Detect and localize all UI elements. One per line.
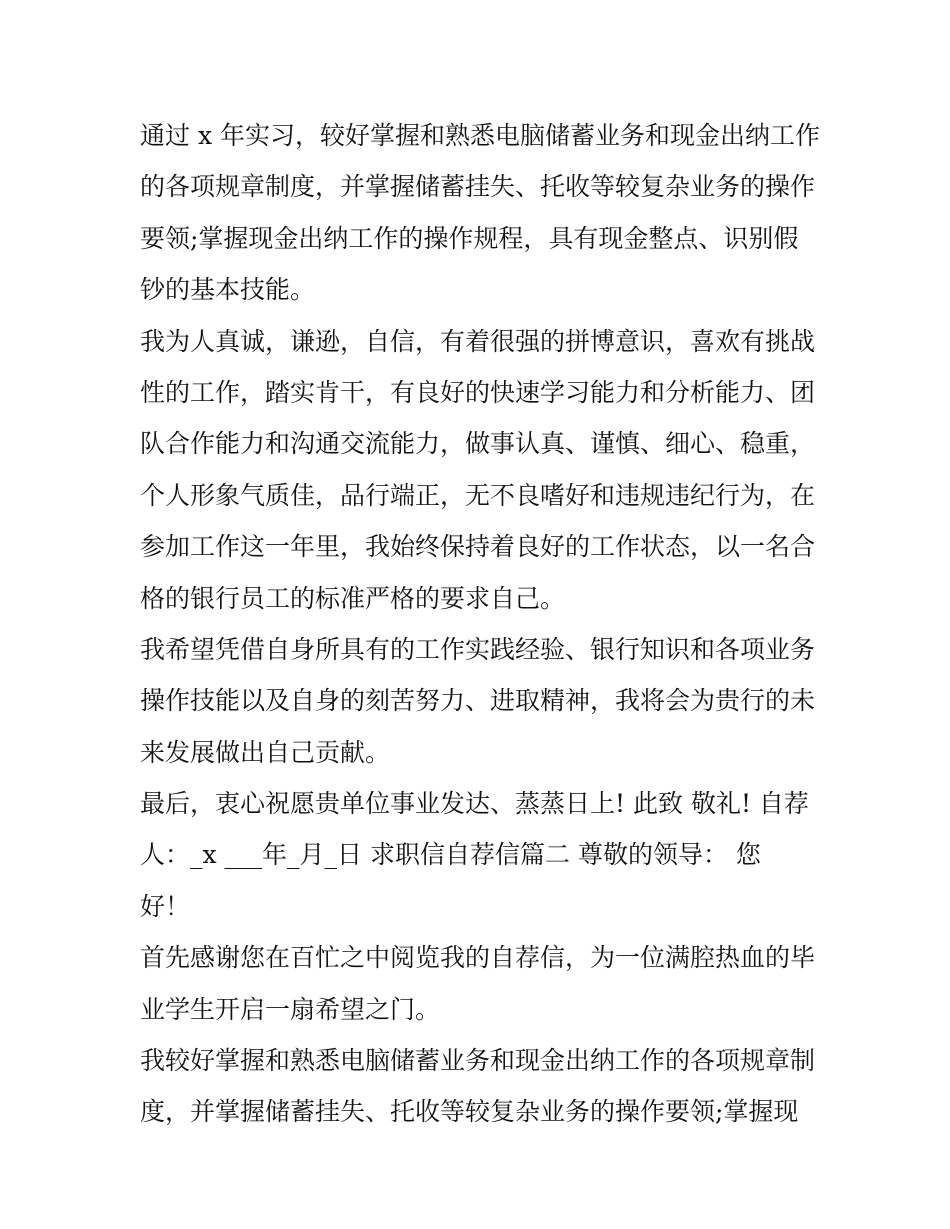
text-line: 参加工作这一年里，我始终保持着良好的工作状态，以一名合 [140, 532, 816, 562]
text-line: 操作技能以及自身的刻苦努力、进取精神，我将会为贵行的未 [140, 686, 816, 716]
text-line: 队合作能力和沟通交流能力，做事认真、谨慎、细心、稳重， [140, 429, 816, 459]
text-line: 钞的基本技能。 [140, 275, 316, 305]
text-line: 格的银行员工的标准严格的要求自己。 [140, 583, 566, 613]
text-line: 首先感谢您在百忙之中阅览我的自荐信，为一位满腔热血的毕 [140, 943, 816, 973]
text-line: 好！ [140, 891, 191, 921]
text-line: 我为人真诚，谦逊，自信，有着很强的拼博意识，喜欢有挑战 [140, 326, 816, 356]
text-line: 的各项规章制度，并掌握储蓄挂失、托收等较复杂业务的操作 [140, 172, 816, 202]
text-line: 最后，衷心祝愿贵单位事业发达、蒸蒸日上! 此致 敬礼! 自荐 [140, 789, 809, 819]
text-line: 人：_x ___年_月_日 求职信自荐信篇二 尊敬的领导： 您 [140, 840, 761, 870]
text-line: 性的工作，踏实肯干，有良好的快速学习能力和分析能力、团 [140, 377, 816, 407]
document-body [140, 110, 830, 1138]
text-line: 度，并掌握储蓄挂失、托收等较复杂业务的操作要领;掌握现 [140, 1097, 799, 1127]
text-line: 要领;掌握现金出纳工作的操作规程，具有现金整点、识别假 [140, 223, 799, 253]
text-line: 我较好掌握和熟悉电脑储蓄业务和现金出纳工作的各项规章制 [140, 1046, 816, 1076]
text-line: 业学生开启一扇希望之门。 [140, 994, 441, 1024]
text-line: 来发展做出自己贡献。 [140, 737, 391, 767]
text-line: 通过 x 年实习，较好掌握和熟悉电脑储蓄业务和现金出纳工作 [140, 121, 820, 150]
text-line: 我希望凭借自身所具有的工作实践经验、银行知识和各项业务 [140, 634, 816, 664]
text-line: 个人形象气质佳，品行端正，无不良嗜好和违规违纪行为，在 [140, 480, 816, 510]
